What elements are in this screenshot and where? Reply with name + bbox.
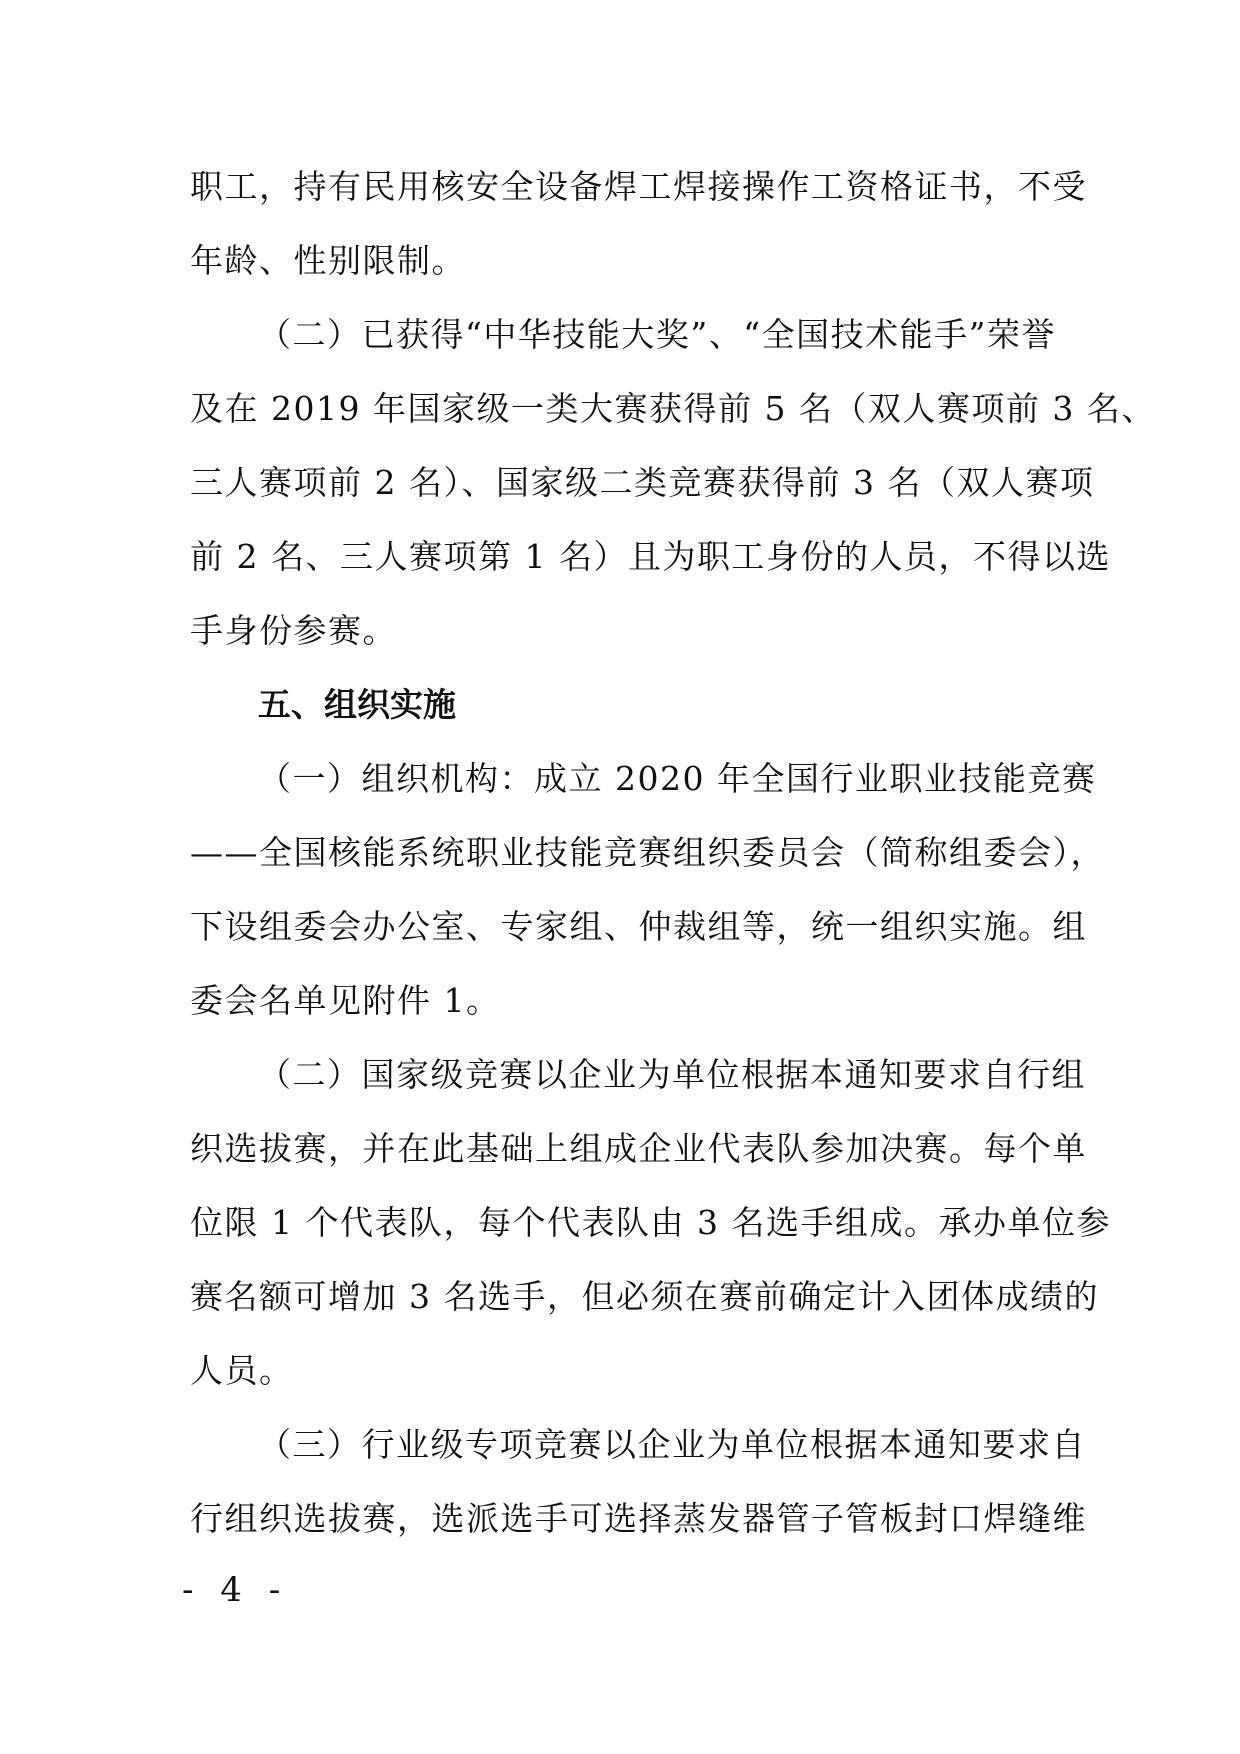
text-line: 委会名单见附件 1。 xyxy=(190,981,501,1020)
page-number: - 4 - xyxy=(182,1570,289,1610)
text-line: 职工，持有民用核安全设备焊工焊接操作工资格证书，不受 xyxy=(190,167,1087,206)
text-line: （二）已获得“中华技能大奖”、“全国技术能手”荣誉 xyxy=(258,315,1056,354)
paragraph-block-eligibility xyxy=(190,150,1156,668)
text-line: 年龄、性别限制。 xyxy=(190,241,466,280)
text-line: （二）国家级竞赛以企业为单位根据本通知要求自行组 xyxy=(258,1055,1086,1094)
document-body xyxy=(190,150,1156,1556)
paragraph-block-organization xyxy=(190,742,1111,1556)
text-line: 人员。 xyxy=(190,1351,294,1390)
section-heading: 五、组织实施 xyxy=(258,685,456,724)
text-line: 赛名额可增加 3 名选手，但必须在赛前确定计入团体成绩的 xyxy=(190,1277,1099,1316)
text-line: 织选拔赛，并在此基础上组成企业代表队参加决赛。每个单 xyxy=(190,1129,1087,1168)
text-line: 三人赛项前 2 名）、国家级二类竞赛获得前 3 名（双人赛项 xyxy=(190,463,1095,502)
text-line: 下设组委会办公室、专家组、仲裁组等，统一组织实施。组 xyxy=(190,907,1087,946)
text-line: （三）行业级专项竞赛以企业为单位根据本通知要求自 xyxy=(258,1425,1086,1464)
text-line: 行组织选拔赛，选派选手可选择蒸发器管子管板封口焊缝维 xyxy=(190,1499,1087,1538)
text-line: 手身份参赛。 xyxy=(190,611,397,650)
text-line: 位限 1 个代表队，每个代表队由 3 名选手组成。承办单位参 xyxy=(190,1203,1111,1242)
text-line: 前 2 名、三人赛项第 1 名）且为职工身份的人员，不得以选 xyxy=(190,537,1111,576)
text-line: ——全国核能系统职业技能竞赛组织委员会（简称组委会）， xyxy=(190,833,1105,872)
text-line: （一）组织机构：成立 2020 年全国行业职业技能竞赛 xyxy=(258,759,1097,798)
text-line: 及在 2019 年国家级一类大赛获得前 5 名（双人赛项前 3 名、 xyxy=(190,389,1156,428)
